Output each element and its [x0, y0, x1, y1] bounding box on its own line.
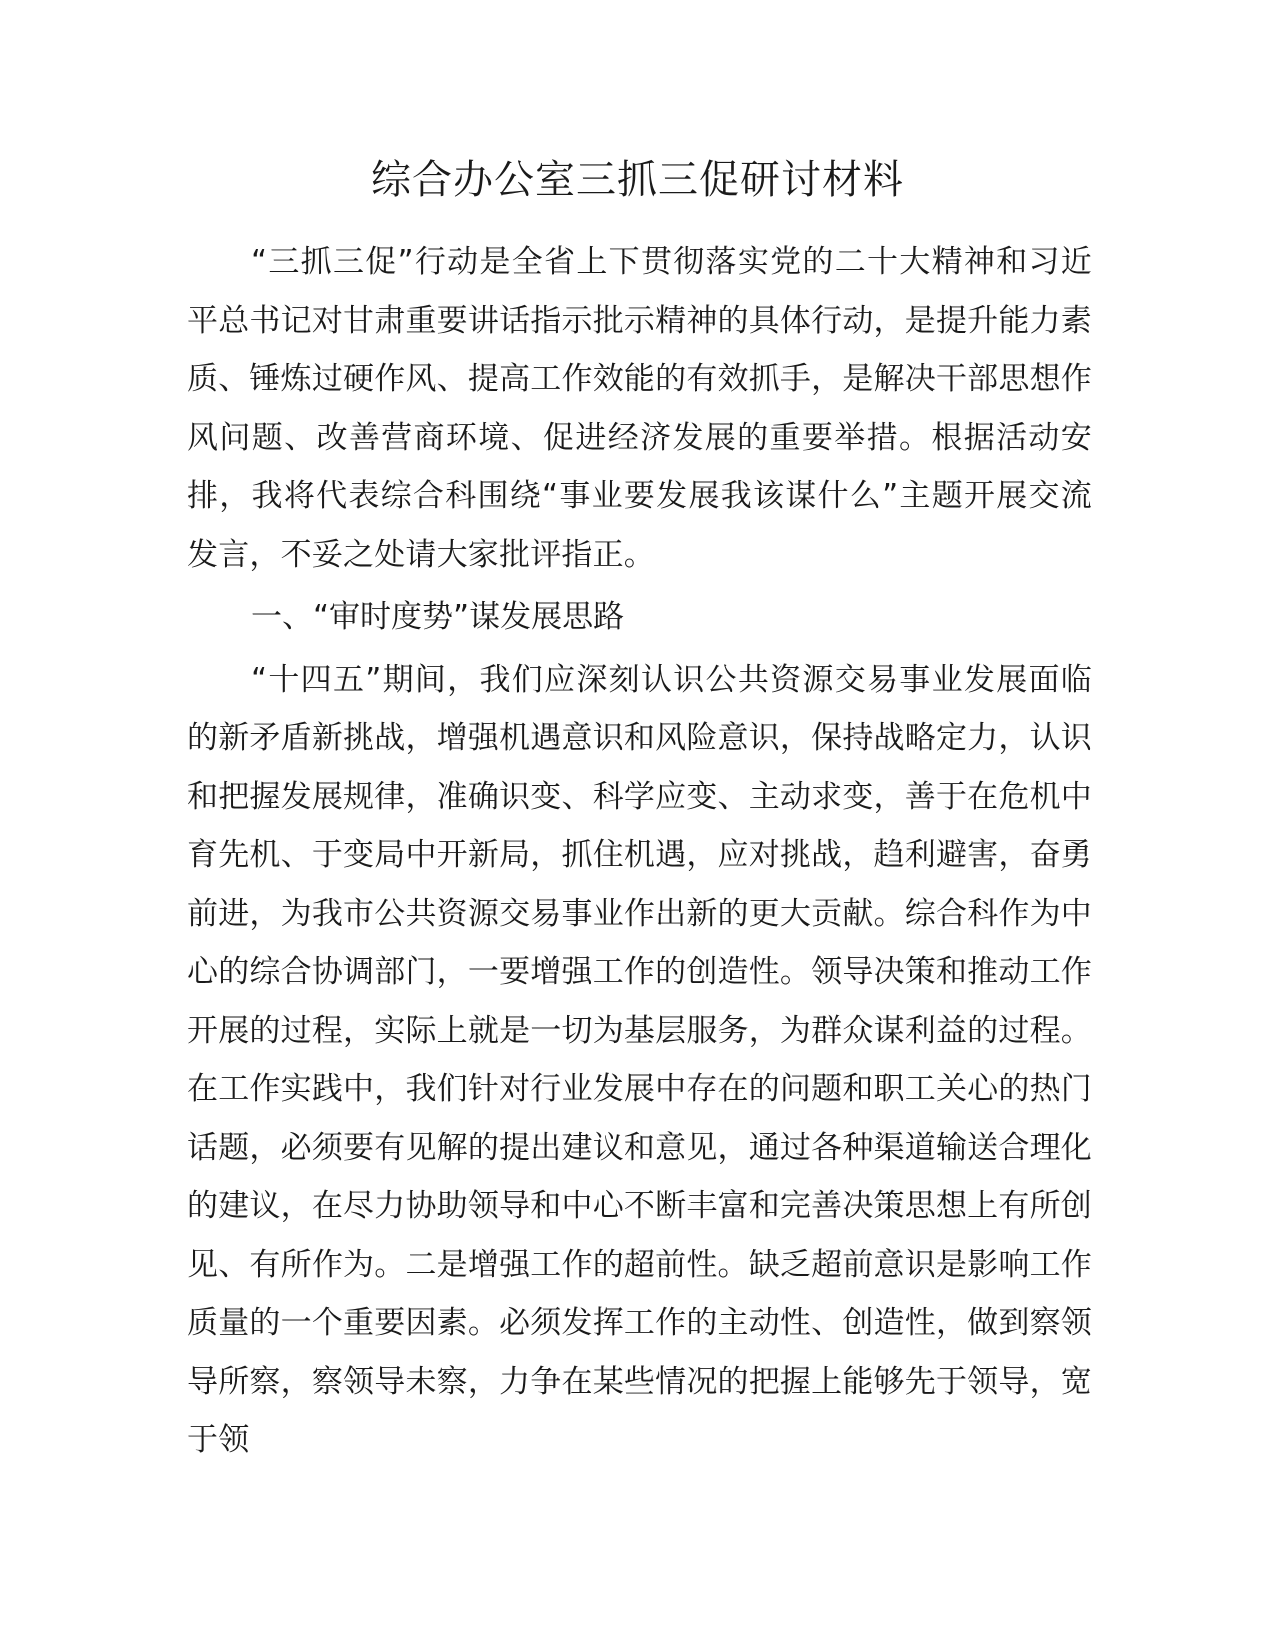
document-body	[187, 233, 1092, 1470]
section-heading: 一、“审时度势”谋发展思路	[251, 599, 625, 635]
intro-paragraph: “三抓三促”行动是全省上下贯彻落实党的二十大精神和习近平总书记对甘肃重要讲话指示批示精神的具体行动，是提升能力素质、锤炼过硬作风、提高工作效能的有效抓手，是解决干部思想作风问题、改善营商环境、促进经济发展的重要举措。根据活动安排，我将代表综合科围绕“事业要发展我该谋什么”主题开展交流发言，不妥之处请大家批评指正。	[187, 244, 1092, 573]
document-title: 综合办公室三抓三促研讨材料	[371, 157, 904, 203]
section-paragraph: “十四五”期间，我们应深刻认识公共资源交易事业发展面临的新矛盾新挑战，增强机遇意识和风险意识，保持战略定力，认识和把握发展规律，准确识变、科学应变、主动求变，善于在危机中育先机、于变局中开新局，抓住机遇，应对挑战，趋利避害，奋勇前进，为我市公共资源交易事业作出新的更大贡献。综合科作为中心的综合协调部门，一要增强工作的创造性。领导决策和推动工作开展的过程，实际上就是一切为基层服务，为群众谋利益的过程。在工作实践中，我们针对行业发展中存在的问题和职工关心的热门话题，必须要有见解的提出建议和意见，通过各种渠道输送合理化的建议，在尽力协助领导和中心不断丰富和完善决策思想上有所创见、有所作为。二是增强工作的超前性。缺乏超前意识是影响工作质量的一个重要因素。必须发挥工作的主动性、创造性，做到察领导所察，察领导未察，力争在某些情况的把握上能够先于领导，宽于领	[187, 661, 1092, 1458]
